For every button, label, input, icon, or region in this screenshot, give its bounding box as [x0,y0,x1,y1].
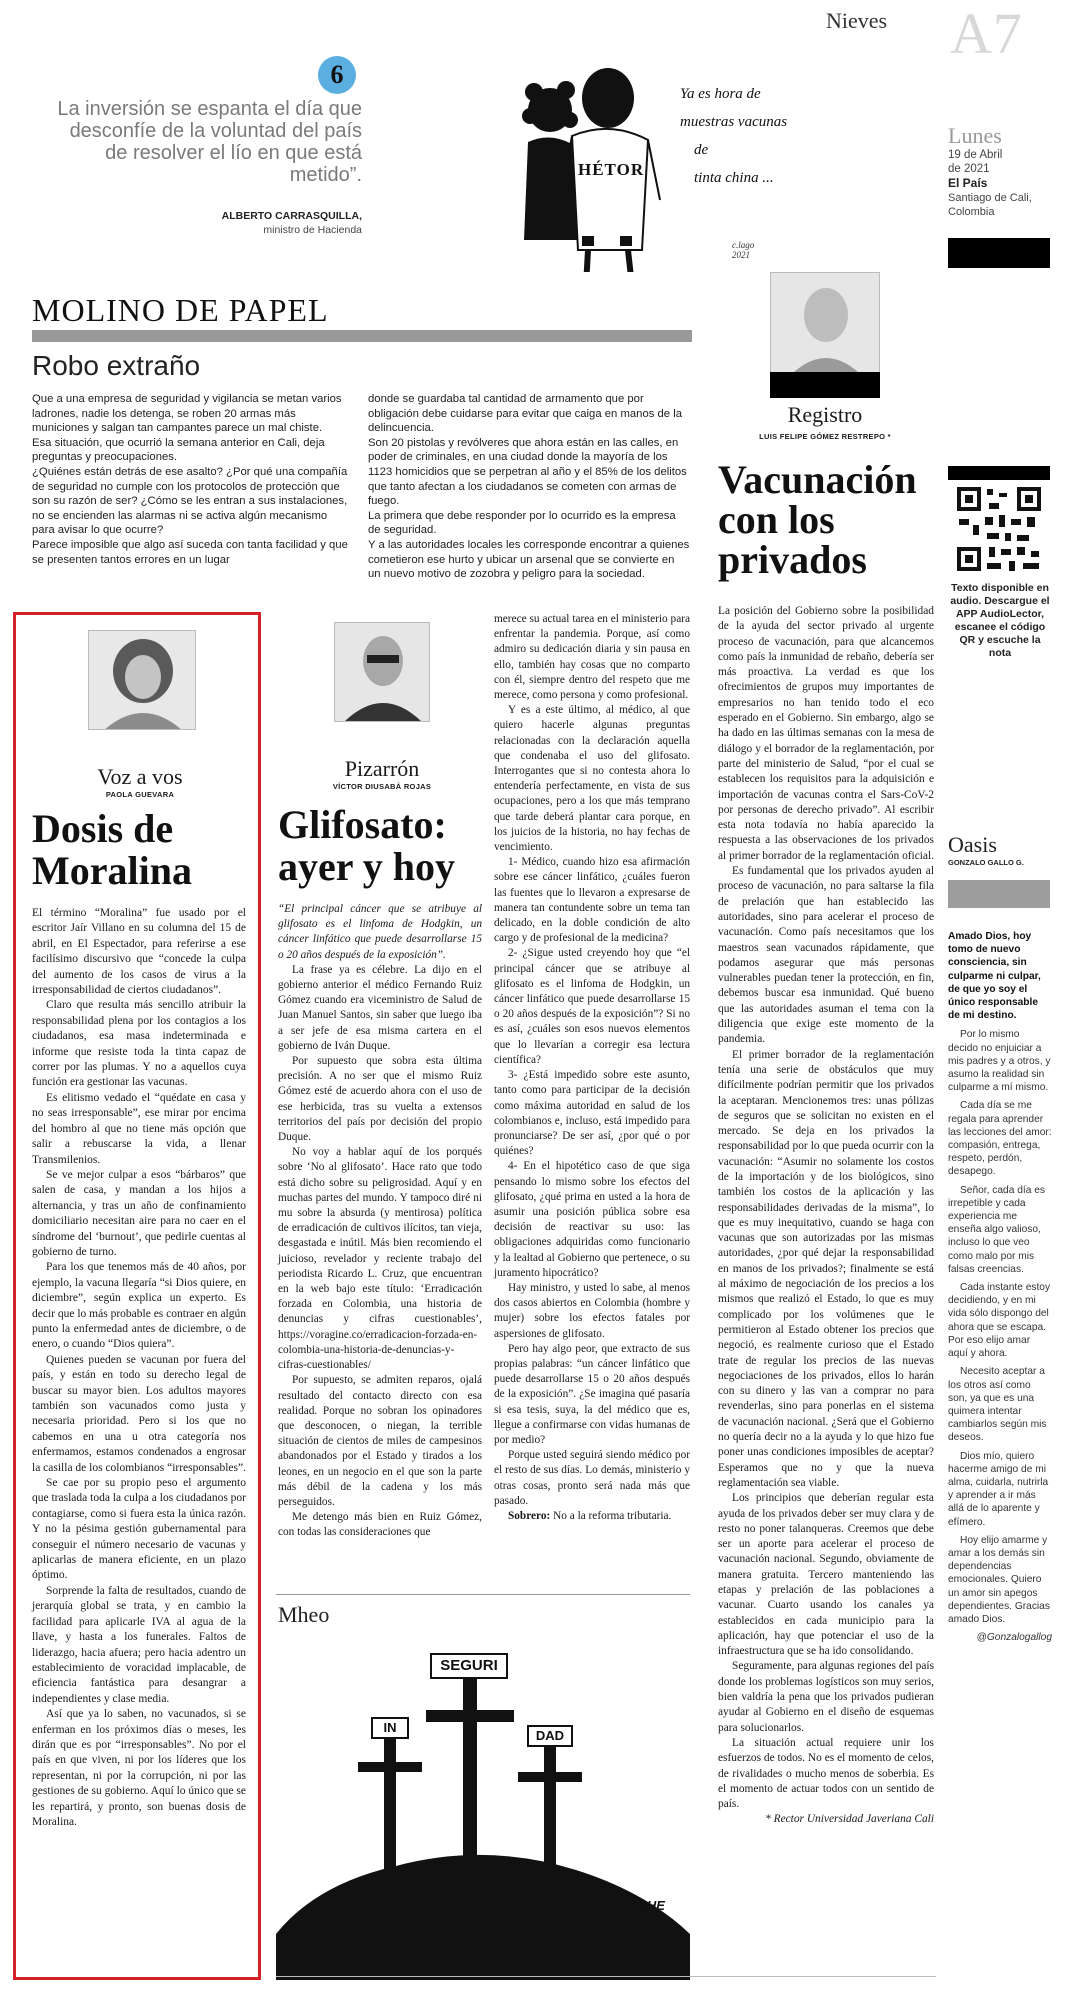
mheo-separator [276,1594,690,1595]
voz-p1: El término “Moralina” fue usado por el escritor Jaír Villano en su columna del 15 de abril, en El Espectador, para referirse a ese facilísimo discursivo que “concede la culpa del aumento de los casos de virus a la irresponsabilidad de ciertos ciudadanos”. [32,907,246,997]
voz-p9: Así que ya lo saben, no vacunados, si se enferman en los próximos días o meses, les dirán que es por “irresponsables”. No por el país en que viven, ni por los líderes que los representan, ni por la corrupción, ni por las gestiones de su gobierno. Aquí lo único que se les repartirá, y pronto, son buenas dosis de Moralina. [32,1708,246,1828]
voz-p6: Quienes pueden se vacunan por fuera del país, y están en todo su derecho legal de buscar su mayor bien. Los adultos mayores también son vacunados como justa y necesaria prioridad. Pero si los que no cabemos en una u otra categoría nos enfermamos, estamos condenados a engrosar la casilla de los colombianos “irresponsables”. [32,1353,246,1474]
qr-code[interactable] [955,485,1043,573]
oasis-column-name: Oasis [948,832,997,857]
pizarron-c1-p2: Por supuesto que sobra esta última precisión. A no ser que el mismo Ruiz Gómez esté de acuerdo ahora con el uso de ese herbicida, tras su vuelta a extensos territorios del país por decisión del propio Duque. [278,1055,482,1144]
cartoon-speech [680,80,810,192]
voz-author: PAOLA GUEVARA [105,790,175,799]
editorial-cartoon [520,50,810,272]
voz-p3: Es elitismo vedado el “quédate en casa y no seas irresponsable”, ese mirar por encima del hombro al que no tiene más opción que salir a rebuscarse la vida, a llenar Transmilenios. [32,1091,246,1166]
molino-col-2 [368,392,690,582]
oasis-p6: Dios mío, quiero hacerme amigo de mi alma, cuidarla, nutrirla y aprender a ir más allá de lo aparente y efímero. [948,1450,1049,1528]
page-bottom-rule [276,1976,936,1977]
mheo-sign-right: DAD [535,1728,565,1743]
molino-c2-p2: Son 20 pistolas y revólveres que ahora están en las calles, en poder de criminales, en una ciudad donde la mayoría de los 1123 homicidios que se perpetran al año y el 85% de los delitos que tanto afectan a los ciudadanos se cometen con armas de fuego. [368,436,687,508]
registro-footer: * Rector Universidad Javeriana Cali [765,1813,934,1826]
registro-p5: Seguramente, para algunas regiones del país donde los problemas logísticos son muy serios, bien valdría la pena que los privados pudieran ayudar al Gobierno en el diseño de esquemas para solucionarlos. [718,1660,934,1734]
person-portrait-icon [771,273,880,380]
oasis-lead: Amado Dios, hoy tomo de nuevo consciencia, sin culparme ni culpar, de que yo soy el único responsable de mi destino. [948,931,1041,1022]
oasis-p1: Por lo mismo decido no enjuiciar a mis padres y a otros, y asumo la realidad sin culparme a mí mismo. [948,1029,1051,1094]
pizarron-c2-p7: Hay ministro, y usted lo sabe, al menos dos casos abiertos en Colombia (hombre y mujer) sobre los efectos fatales por aspersiones de glifosato. [494,1281,690,1340]
molino-c1-p4: Parece imposible que algo así suceda con tanta facilidad y que se presenten tantos errores en un lugar [32,538,348,566]
newspaper-name: El País [948,176,988,190]
cartoon-shirt-text: HÉTOR [578,160,645,179]
molino-c1-p2: Esa situación, que ocurrió la semana anterior en Cali, deja preguntas y preocupaciones. [32,436,325,464]
oasis-bar [948,880,1050,908]
pizarron-c1-p3: No voy a hablar aquí de los porqués sobre ‘No al glifosato’. Hace rato que todo está dicho sobre su peligrosidad. Aquí y en muchas partes del mundo. Y tampoco diré ni mu sobre la absurda (y mentirosa) política de erradicación de cultivos ilícitos, tan vieja, desgastada e inútil. Más bien recomiendo el juicioso, revelador y reciente trabajo del periodista Ricardo L. Cruz, que encuentran en la web bajo este título: ‘Erradicación forzada en Colombia, una historia de denuncias y cifras cuestionables’, https://voragine.co/erradicacion-forzada-en-colombia-una-historia-de-denuncias-y-cifras-cuestionables/ [278,1146,482,1372]
voz-p4: Se ve mejor culpar a esos “bárbaros” que salen de casa, y mandan a los hijos a alternancia, y tras un año de confinamiento domiciliario necesitan aire para no caer en el síndrome del ‘burnout’, que pedirle cuentas al gobierno de turno. [32,1168,246,1258]
pizarron-c1-p1: La frase ya es célebre. La dijo en el gobierno anterior el médico Fernando Ruiz Gómez cuando era viceministro de Salud de Juan Manuel Santos, sin saber que luego iba a ser jefe de esa misma cartera en el gobierno de Iván Duque. [278,963,482,1052]
pizarron-c1-p4: Por supuesto, se admiten reparos, ojalá resultado del contacto directo con esa realidad. Porque no sobran los opinadores que desconocen, o niegan, la terrible situación de cientos de miles de campesinos abandonados por el Estado y tirados a los leones, en un negocio en el que son la parte más débil de la cadena y los más perseguidos. [278,1374,482,1508]
mheo-signature: MHE [636,1898,665,1913]
oasis-p4: Cada instante estoy decidiendo, y en mi vida sólo dispongo del ahora que se escapa. Por eso elijo amar aquí y ahora. [948,1282,1051,1360]
oasis-p7: Hoy elijo amarme y amar a los demás sin dependencias emocionales. Quiero un amor sin apegos dependientes. Gracias amado Dios. [948,1534,1050,1625]
speech-line-2: muestras vacunas [680,114,788,130]
section-label: Nieves [826,8,888,33]
cartoon-signature [732,240,754,260]
registro-p1: La posición del Gobierno sobre la posibilidad de la ayuda del sector privado al urgente proceso de vacunación, para que alcancemos como país la inmunidad de rebaño, debería ser más proactiva. La verdad es que los ofrecimientos de grupos muy importantes de empresarios no han tenido todo el eco esperado en el Gobierno. Sin embargo, algo se ha dado en las últimas semanas con la mesa de diálogo y el borrador de la reglamentación, por parte del ministerio de Salud, “por el cual se establecen los requisitos para la adquisición e importación de vacunas contra el Sars-CoV-2 por personas de derecho privado”. Al escribir esta nota todavía no había aparecido la respuesta a las observaciones de los privados al primer borrador de la reglamentación oficial. [718,605,935,862]
registro-p2: Es fundamental que los privados ayuden al proceso de vacunación, no para saltarse la fila de prelación que han establecido las autoridades, sino para acelerar el proceso de vacunación. Como país necesitamos que los maestros sean vacunados rápidamente, que podamos asegurar que más personas vulnerables puedan tener la protección, en fin, debemos buscar esa inmunidad. Qué bueno que las autoridades asuman el tema con la diligencia que exige este momento de la pandemia. [718,865,934,1046]
molino-c2-p3: La primera que debe responder por lo ocurrido es la empresa de seguridad. [368,509,676,537]
date-line-2: de 2021 [948,163,990,175]
registro-title-2: con los [718,497,835,542]
oasis-handle: @Gonzalogallog [976,1632,1052,1644]
signature-line-2: 2021 [732,250,750,260]
pizarron-col-2 [494,612,690,1524]
molino-c1-p3: ¿Quiénes están detrás de ese asalto? ¿Por qué una compañía de seguridad no cumple con los protocolos de protección que son su razón de ser? ¿Cómo se les entran a sus instalaciones, no se encienden las alarmas ni se activa algún mecanismo para avisar lo que ocurre? [32,465,348,537]
registro-body [718,604,934,1828]
speech-line-3: de [694,142,709,158]
pizarron-c2-p2: Y es a este último, al médico, al que quiero hacerle algunas preguntas relacionadas con la declaración aquella que condenaba el uso del glifosato. Interrogantes que si no contesta ahora lo entendería perfectamente, en vista de sus ocupaciones, pero a los que más temprano que tarde deberá plantar cara porque, en los juicios de la historia, no hay fechas de vencimiento. [494,704,690,854]
pizarron-closing [494,1509,690,1524]
voz-column-name: Voz a vos [97,764,183,789]
voz-body [32,906,246,1830]
voz-title-2: Moralina [32,848,192,893]
voz-p2: Claro que resulta más sencillo atribuir la responsabilidad plena por los contagios a los ciudadanos, esa masa indeterminada e informe que resiste toda la tinta capaz de correr por las plumas. Y no a aquellos cuya función era gestionar las vacunas. [32,999,246,1089]
pizarron-title [278,804,498,888]
oasis-p3: Señor, cada día es irrepetible y cada experiencia me enseña algo valioso, incluso lo que veo como malo por mis falsas creencias. [948,1184,1045,1275]
quote-author: ALBERTO CARRASQUILLA, [221,210,362,222]
pizarron-title-1: Glifosato: [278,802,447,847]
pizarron-author-photo [334,622,430,722]
oasis-p2: Cada día se me regala para aprender las lecciones del amor: compasión, entrega, respeto, perdón, desapego. [948,1100,1052,1178]
pizarron-title-2: ayer y hoy [278,844,456,889]
quote-text: La inversión se espanta el día que desconfíe de la voluntad del país de resolver el lío en que está metido”. [57,98,362,186]
molino-c2-p4: Y a las autoridades locales les corresponde encontrar a quienes cometieron ese hurto y ubicar un arsenal que se convierte en un nuevo motivo de zozobra y peligro para la sociedad. [368,538,690,581]
molino-title: Robo extraño [32,350,201,381]
molino-c1-p1: Que a una empresa de seguridad y vigilancia se metan varios ladrones, nadie los detenga, se roben 20 armas más municiones y salgan tan campantes parece un mal chiste. [32,393,342,435]
pizarron-c2-p3: 1- Médico, cuando hizo esa afirmación sobre ese cáncer linfático, ¿cuáles fueron las fuentes que lo llevaron a expresarse de manera tan contundente sobre un tema tan delicado, en la doble condición de alto cargo y de profesional de la medicina? [494,856,690,945]
oasis-p5: Necesito aceptar a los otros así como son, ya que es una quimera intentar cambiarlos según mis deseos. [948,1366,1047,1444]
registro-column-name: Registro [787,402,863,427]
molino-bar [32,330,692,342]
speech-line-1: Ya es hora de [680,86,761,102]
pizarron-c2-p1: merece su actual tarea en el ministerio para enfrentar la pandemia. Porque, así como admiro su dedicación diaria y sin pausa en ello, también hay cosas que no comparto con él, siempre dentro del respeto que me merece, como persona y como profesional. [494,613,690,702]
registro-author-photo [770,272,880,380]
pizarron-author: VÍCTOR DIUSABÁ ROJAS [332,782,432,791]
qr-code-icon [955,485,1043,573]
quote-role: ministro de Hacienda [263,224,362,236]
registro-p6: La situación actual requiere unir los esfuerzos de todos. No es el momento de celos, de rivalidades o mucho menos de soberbia. Es el momento de actuar todos con un sentido de país. [718,1736,934,1811]
pizarron-c1-p5: Me detengo más bien en Ruiz Gómez, con todas las consideraciones que [278,1511,482,1539]
qr-caption: Texto disponible en audio. Descargue el APP AudioLector, escanee el código QR y escuche la nota [950,582,1050,659]
qr-top-bar [948,466,1050,480]
mheo-label: Mheo [278,1602,330,1627]
molino-c2-p1: donde se guardaba tal cantidad de armamento que por obligación debe cuidarse para evitar que caiga en manos de la delincuencia. [368,393,683,435]
voz-title [32,808,258,892]
pizarron-closing-label: Sobrero: [508,1509,551,1522]
pizarron-c2-p4: 2- ¿Sigue usted creyendo hoy que “el principal cáncer que se atribuye al glifosato es el linfoma de Hodgkin, un cáncer linfático que puede desarrollarse 15 o 20 años después de la exposición”? Si no es así, ¿cuáles son esos nuevos elementos que lo llevarían a corregir esa lectura científica? [494,947,690,1066]
weekday: Lunes [948,123,1002,148]
speech-line-4: tinta china ... [694,170,774,186]
registro-photo-bar [770,372,880,398]
molino-heading: MOLINO DE PAPEL [32,292,329,328]
mheo-cartoon [276,1634,690,1980]
date-line-1: 19 de Abril [948,149,1003,161]
registro-title-3: privados [718,537,867,582]
registro-author: LUIS FELIPE GÓMEZ RESTREPO * [759,432,891,441]
person-portrait-icon [335,623,430,722]
pizarron-closing-text: No a la reforma tributaria. [553,1509,672,1522]
voz-title-1: Dosis de [32,806,174,851]
date-block [948,124,1068,219]
registro-title [718,457,948,582]
voz-author-photo [88,630,196,730]
quote-number: 6 [330,60,344,89]
registro-p4: Los principios que deberían regular esta ayuda de los privados deber ser muy clara y de resto no poner talanqueras. Creemos que debe ser un aporte para acelerar el proceso de vacunación nacional. Segundo, obviamente de manera gratuita. Tercero manteniendo las etapas y prelación de las poblaciones a vacunar. Cuarto usando los canales ya establecidos en cada municipio para la aplicación, hay que potenciar el uso de la infraestructura que se ha ido consolidando. [718,1492,934,1658]
pizarron-c2-p9: Porque usted seguirá siendo médico por el resto de sus días. Lo demás, ministerio y otras cosas, pronto será nada más que pasado. [494,1449,690,1507]
mheo-sign-left: IN [383,1720,397,1735]
mheo-sign-center: SEGURI [440,1657,498,1674]
oasis-body [948,930,1052,1644]
pizarron-column-name: Pizarrón [344,756,420,781]
pizarron-col-1 [278,902,482,1541]
signature-line-1: c.lago [732,240,755,250]
page-number: A7 [950,1,1023,66]
city-line-1: Santiago de Cali, [948,192,1032,204]
molino-col-1 [32,392,352,567]
header-black-bar [948,238,1050,268]
city-line-2: Colombia [948,206,995,218]
voz-p7: Se cae por su propio peso el argumento que traslada toda la culpa a los ciudadanos por contagiarse, como si fuera esta la única razón. Y no la pésima gestión gubernamental para conseguir el número necesario de vacunas y aplicarlas de manera eficiente, en un plazo óptimo. [32,1477,246,1582]
quote-badge [318,56,356,94]
person-portrait-icon [89,631,196,730]
pizarron-c2-p6: 4- En el hipotético caso de que siga pensando lo mismo sobre los efectos del glifosato, ¿qué prima en usted a la hora de asumir una posición pública sobre esa decisión de reactivar su uso: las obligaciones adquiridas como funcionario y la lealtad al Gobierno que pertenece, o su juramento hipocrático? [494,1160,690,1279]
registro-title-1: Vacunación [718,457,917,502]
pizarron-lead: “El principal cáncer que se atribuye al glifosato es el linfoma de Hodgkin, un cáncer linfático que puede desarrollarse 15 o 20 años después de la exposición”. [278,903,482,961]
registro-p3: El primer borrador de la reglamentación tenía una serie de obstáculos que muy difícilmente podrían permitir que los privados la aceptaran. Mencionemos tres: unas pólizas de seguros que se solicitan no existen en el mercado. Se deja en los privados la responsabilidad por lo que pueda ocurrir con la vacunación: “Asumir no solamente los costos de la importación y de los biológicos, sino también los costos de la aplicación y las responsabilidades derivadas de la misma”, lo que es muy inequitativo, cuando se haga con vacunas que son autorizadas por las mismas autoridades, ¿por qué dejar la responsabilidad en manos de los privados?; finalmente se está al máximo de negociación de los precios a los mismos que realizó el Estado, lo que es muy complicado por los volúmenes que le permitieron al Estado obtener los precios que negoció, es realmente curioso que el Estado trate de regular los precios de las nuevas negociaciones de los privados, ellos lo harán con su dinero y las van a comprar no para revenderlas, sino para ponerlas en el sistema de vacunación nacional. ¿Será que el Gobierno no quería decir no a la ayuda y lo que hizo fue poner unas condiciones imposibles de aceptar? Esperamos que no y que la nueva reglamentación sea viable. [718,1048,934,1489]
voz-p5: Para los que tenemos más de 40 años, por ejemplo, la vacuna llegaría “si Dios quiere, en diciembre”, según explica un experto. Es decir que lo más probable es contraer en algún punto la enfermedad antes de diciembre, o de enero, o cuando “Dios quiera”. [32,1261,246,1351]
pizarron-c2-p8: Pero hay algo peor, que extracto de sus propias palabras: “un cáncer linfático que puede desarrollarse 15 o 20 años después de la exposición”. ¿Se imagina qué pasaría si esa tesis, suya, la del médico que es, llegue a confirmarse con vidas humanas de por medio? [494,1342,690,1446]
voz-p8: Sorprende la falta de resultados, cuando de jerarquía global se trata, y en cambio la facilidad para aplicarle IVA al agua de la llave, y hasta a los funerales. Faltos de liderazgo, hacia afuera; pero hacia adentro un establecimiento de voracidad implacable, de eficiencia fantástica para desangrar a independientes y clase media. [32,1584,246,1705]
crosses-on-hill-drawing [276,1634,690,1980]
pizarron-c2-p5: 3- ¿Está impedido sobre este asunto, tanto como para participar de la decisión como máxima autoridad en salud de los colombianos e, incluso, está impedido para pronunciarse? De ser así, ¿por qué o por quiénes? [494,1069,690,1158]
oasis-author: GONZALO GALLO G. [948,858,1024,867]
